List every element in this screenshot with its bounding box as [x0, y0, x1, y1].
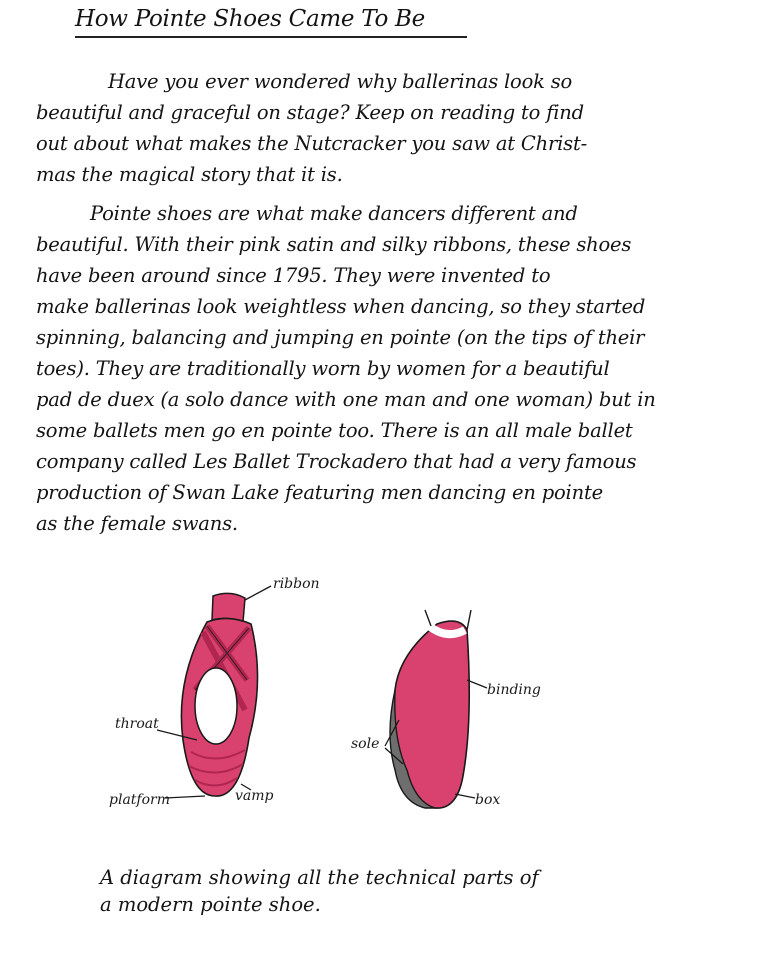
label-sole: sole [351, 736, 380, 752]
paragraph-line: toes). They are traditionally worn by women for a beautiful [36, 357, 610, 380]
diagram-caption-line: a modern pointe shoe. [100, 893, 321, 916]
paragraph-line: company called Les Ballet Trockadero that had a very famous [36, 450, 637, 473]
pointe-shoe-diagram [95, 570, 595, 840]
label-binding: binding [487, 682, 541, 698]
page-title: How Pointe Shoes Came To Be [75, 6, 467, 38]
label-throat: throat [115, 716, 159, 732]
label-vamp: vamp [235, 788, 274, 804]
paragraph-line: make ballerinas look weightless when dancing, so they started [36, 295, 646, 318]
paragraph-line: pad de duex (a solo dance with one man and one woman) but in [36, 388, 656, 411]
side-view-shoe [390, 610, 471, 808]
diagram-caption-line: A diagram showing all the technical parts of [100, 866, 539, 889]
paragraph-line: mas the magical story that it is. [36, 163, 343, 186]
paragraph-line: have been around since 1795. They were invented to [36, 264, 551, 287]
label-platform: platform [109, 792, 170, 808]
paragraph-line: Pointe shoes are what make dancers different and [90, 202, 578, 225]
paragraph-line: spinning, balancing and jumping en pointe (on the tips of their [36, 326, 645, 349]
front-view-shoe [181, 593, 257, 796]
paragraph-line: beautiful and graceful on stage? Keep on reading to find [36, 101, 584, 124]
label-ribbon: ribbon [273, 576, 320, 592]
paragraph-line: as the female swans. [36, 512, 238, 535]
paragraph-line: beautiful. With their pink satin and silky ribbons, these shoes [36, 233, 632, 256]
paragraph-line: some ballets men go en pointe too. There is an all male ballet [36, 419, 633, 442]
label-box: box [475, 792, 501, 808]
paragraph-line: Have you ever wondered why ballerinas look so [108, 70, 573, 93]
throat-opening [195, 668, 237, 744]
paragraph-line: out about what makes the Nutcracker you saw at Christ- [36, 132, 587, 155]
paragraph-line: production of Swan Lake featuring men dancing en pointe [36, 481, 603, 504]
